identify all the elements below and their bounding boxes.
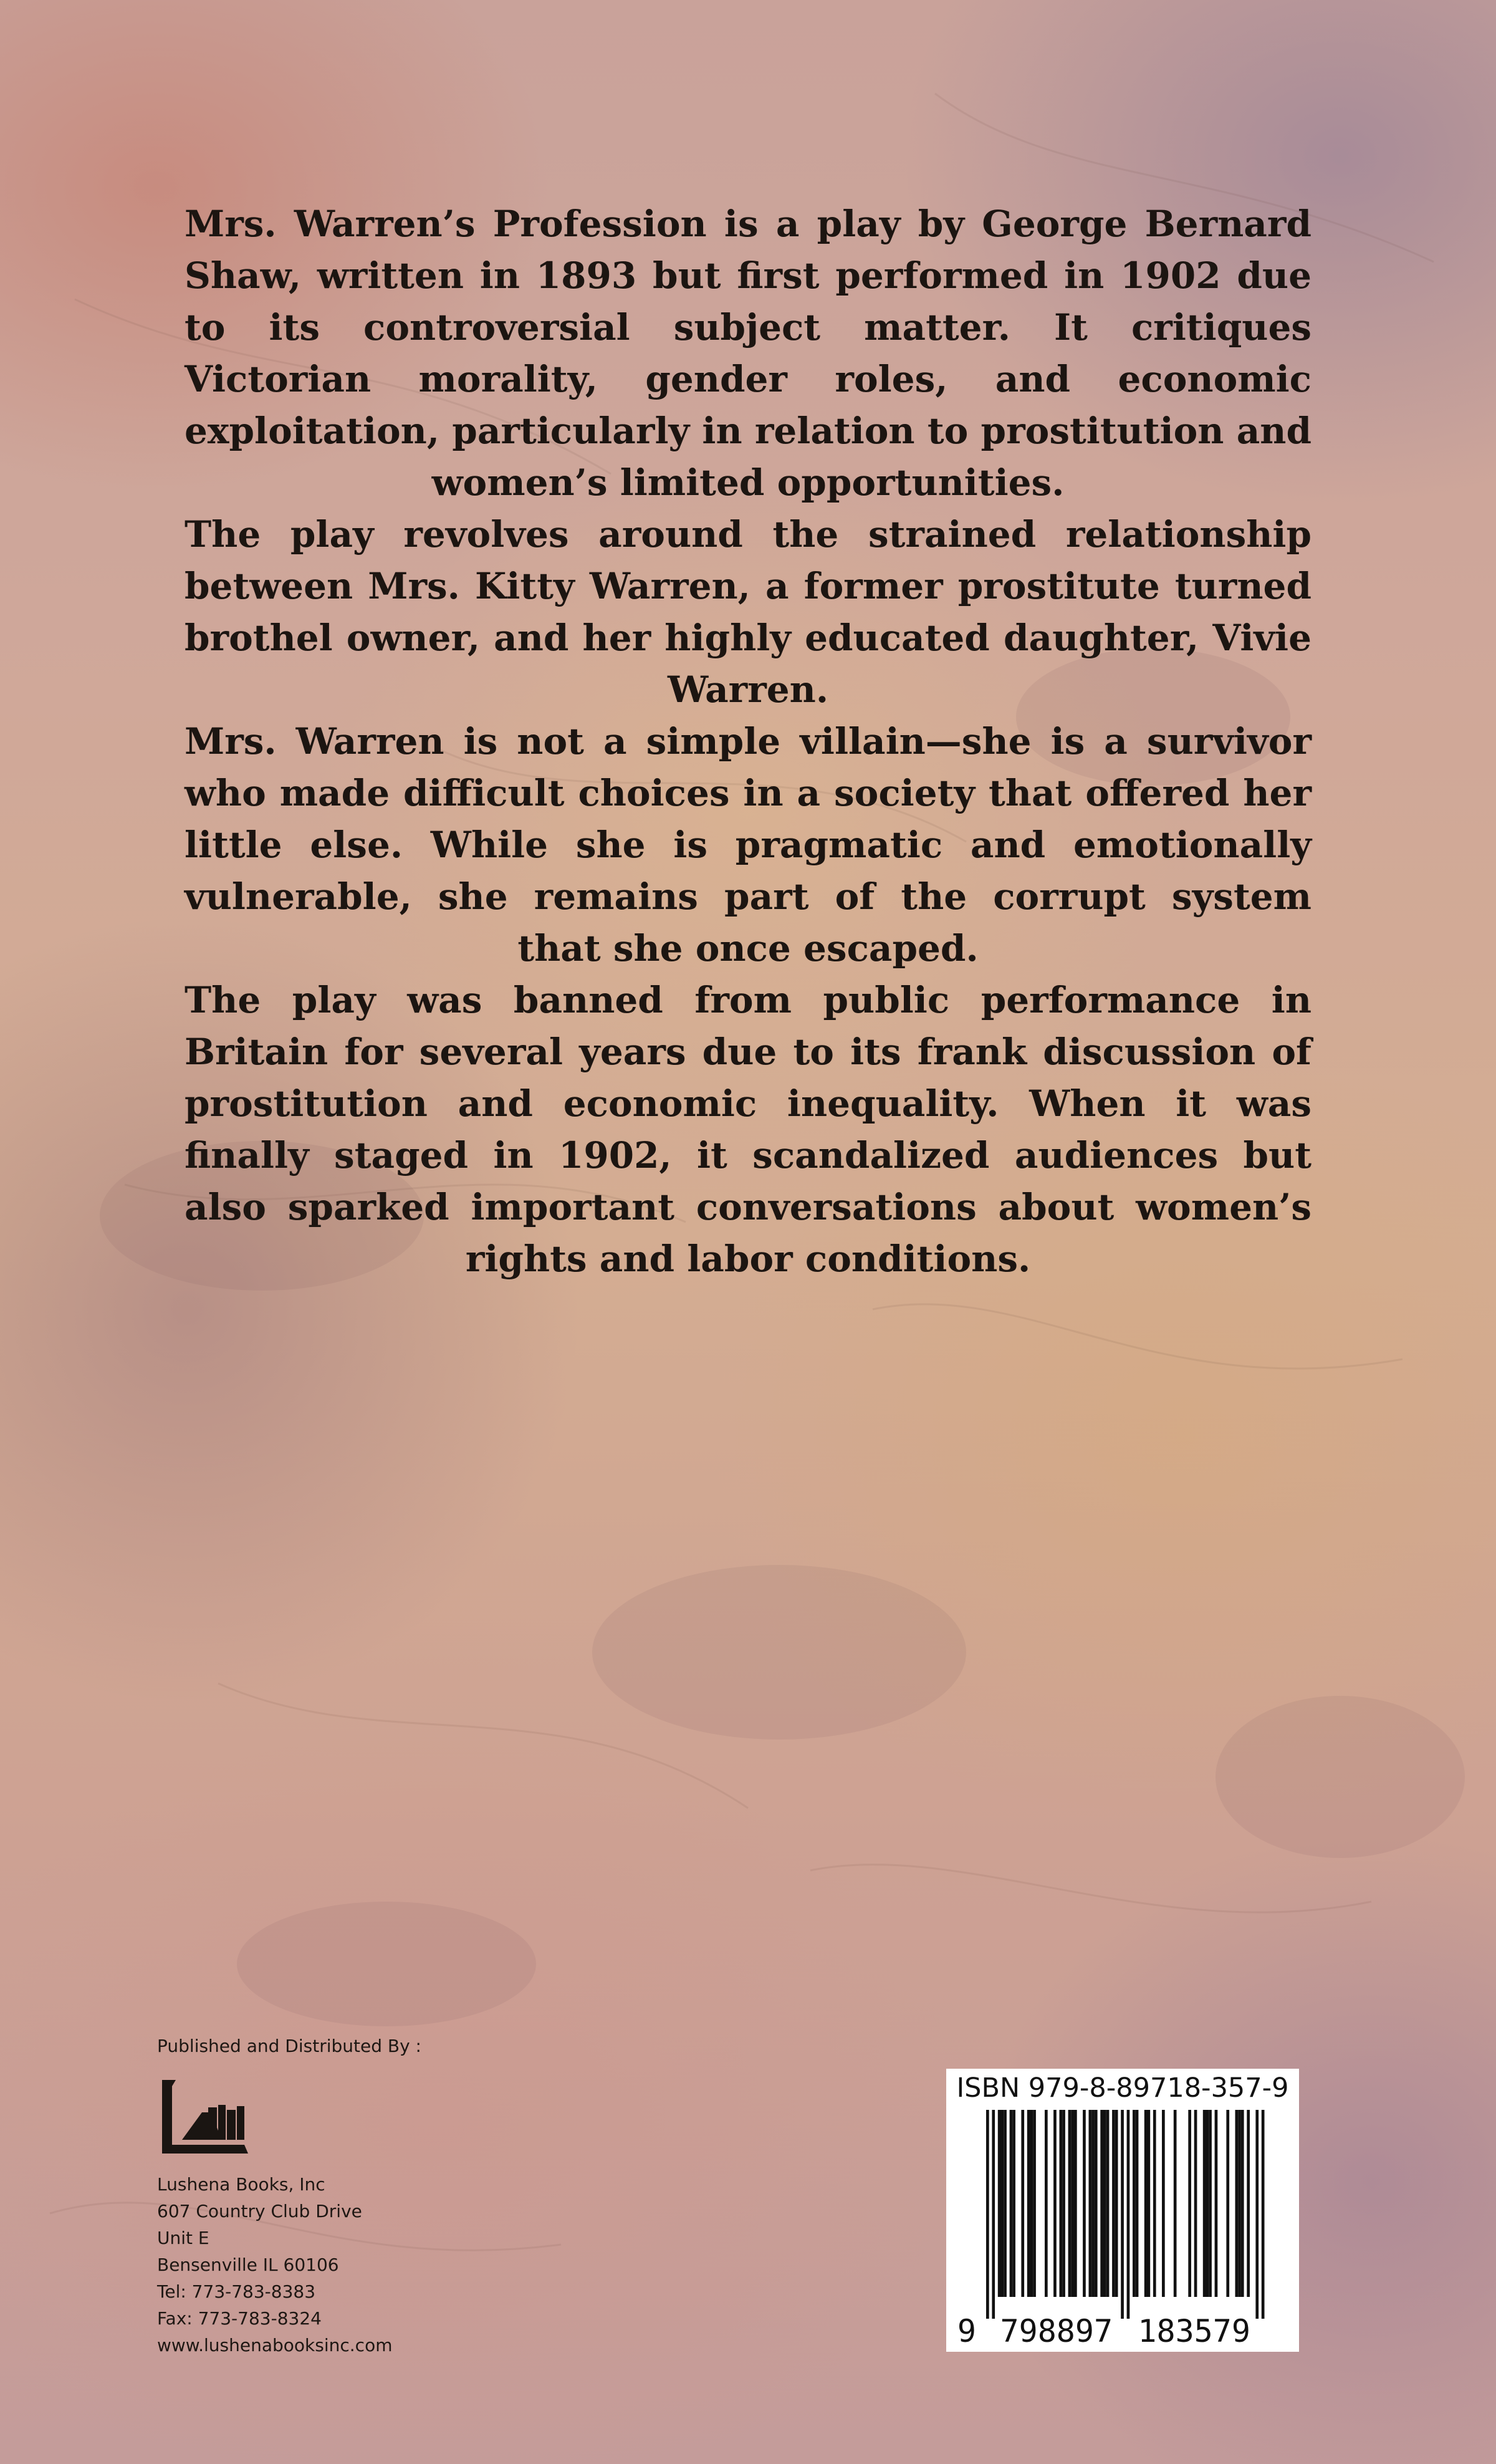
barcode-bar <box>1071 2110 1074 2297</box>
barcode-bar <box>1247 2110 1250 2297</box>
description-paragraph: The play revolves around the strained relationship between Mrs. Kitty Warren, a former prostitute turned brothel owner, and her highly educated daughter, Vivie Warren. <box>185 513 1311 711</box>
barcode-bar <box>1203 2110 1206 2297</box>
publisher-fax: Fax: 773-783-8324 <box>157 2308 322 2329</box>
barcode-bar <box>1012 2110 1015 2297</box>
publisher-address-line2: Unit E <box>157 2228 209 2248</box>
barcode-bar <box>1206 2110 1209 2297</box>
barcode-bar <box>1209 2110 1212 2297</box>
description-paragraph: The play was banned from public performance in Britain for several years due to its frank discussion of prostitution and economic inequality. When it was finally staged in 1902, it scandalized audiences but also sparked important conversations about women’s rights and labor conditions. <box>185 979 1311 1280</box>
description-paragraph: Mrs. Warren is not a simple villain—she is a survivor who made difficult choices in a society that offered her little else. While she is pragmatic and emotionally vulnerable, she remains part of the corrupt system that she once escaped. <box>185 720 1311 970</box>
barcode-bar <box>1174 2110 1177 2297</box>
barcode-bar <box>1115 2110 1118 2297</box>
barcode-bar <box>1162 2110 1165 2297</box>
publisher-address-line1: 607 Country Club Drive <box>157 2201 362 2221</box>
barcode-bar <box>1106 2110 1110 2297</box>
publisher-website: www.lushenabooksinc.com <box>157 2335 393 2356</box>
barcode-bar <box>1001 2110 1004 2297</box>
book-description <box>185 198 1311 1285</box>
barcode-bar <box>1235 2110 1239 2297</box>
barcode-bar <box>1241 2110 1244 2297</box>
barcode-bar <box>1053 2110 1057 2297</box>
barcode-bar <box>1100 2110 1103 2297</box>
barcode-bar <box>1083 2110 1086 2297</box>
barcode-bar <box>1021 2110 1024 2297</box>
barcode-bar <box>1121 2110 1124 2319</box>
barcode-bar <box>1127 2110 1130 2319</box>
barcode-bar <box>1060 2110 1063 2297</box>
barcode-bar <box>1089 2110 1092 2297</box>
barcode-bar <box>1027 2110 1030 2297</box>
barcode-bar <box>998 2110 1001 2297</box>
lushena-books-logo-icon <box>157 2075 251 2156</box>
barcode-bar <box>1262 2110 1265 2319</box>
isbn-label: ISBN 979-8-89718-357-9 <box>956 2072 1289 2104</box>
barcode-bar <box>1033 2110 1036 2297</box>
barcode-bar <box>1068 2110 1072 2297</box>
barcode-digits-left: 798897 <box>1000 2313 1113 2349</box>
barcode-bar <box>1133 2110 1136 2297</box>
barcode-bar <box>1136 2110 1139 2297</box>
barcode-bar <box>1255 2110 1259 2319</box>
barcode-bar <box>1103 2110 1106 2297</box>
publisher-info <box>157 2034 593 2359</box>
description-paragraph: Mrs. Warren’s Profession is a play by George Bernard Shaw, written in 1893 but first performed in 1902 due to its controversial subject matter. It critiques Victorian morality, gender roles, and economic exploitation, particularly in relation to prostitution and women’s limited opportunities. <box>185 203 1311 504</box>
barcode <box>946 2107 1299 2352</box>
barcode-bar <box>1045 2110 1048 2297</box>
barcode-bar <box>1226 2110 1229 2297</box>
barcode-bar <box>1153 2110 1156 2297</box>
barcode-bar <box>1010 2110 1013 2297</box>
barcode-bar <box>1004 2110 1007 2297</box>
barcode-bar <box>1095 2110 1098 2297</box>
barcode-bar <box>1144 2110 1148 2297</box>
barcode-bar <box>1030 2110 1033 2297</box>
barcode-bar <box>1112 2110 1115 2297</box>
isbn-barcode-box <box>946 2069 1299 2352</box>
barcode-bar <box>1091 2110 1095 2297</box>
barcode-bar <box>1148 2110 1151 2297</box>
publisher-heading: Published and Distributed By : <box>157 2036 421 2056</box>
barcode-bar <box>1238 2110 1241 2297</box>
publisher-phone: Tel: 773-783-8383 <box>157 2281 316 2302</box>
barcode-bar <box>986 2110 989 2319</box>
barcode-bar <box>992 2110 995 2319</box>
barcode-bar <box>1074 2110 1077 2297</box>
barcode-digits-right: 183579 <box>1138 2313 1251 2349</box>
barcode-bar <box>1188 2110 1191 2297</box>
barcode-bar <box>1194 2110 1197 2297</box>
barcode-bar <box>1062 2110 1065 2297</box>
publisher-city: Bensenville IL 60106 <box>157 2255 339 2275</box>
barcode-bar <box>1215 2110 1218 2297</box>
publisher-name: Lushena Books, Inc <box>157 2174 325 2195</box>
barcode-digit-first: 9 <box>957 2313 976 2349</box>
